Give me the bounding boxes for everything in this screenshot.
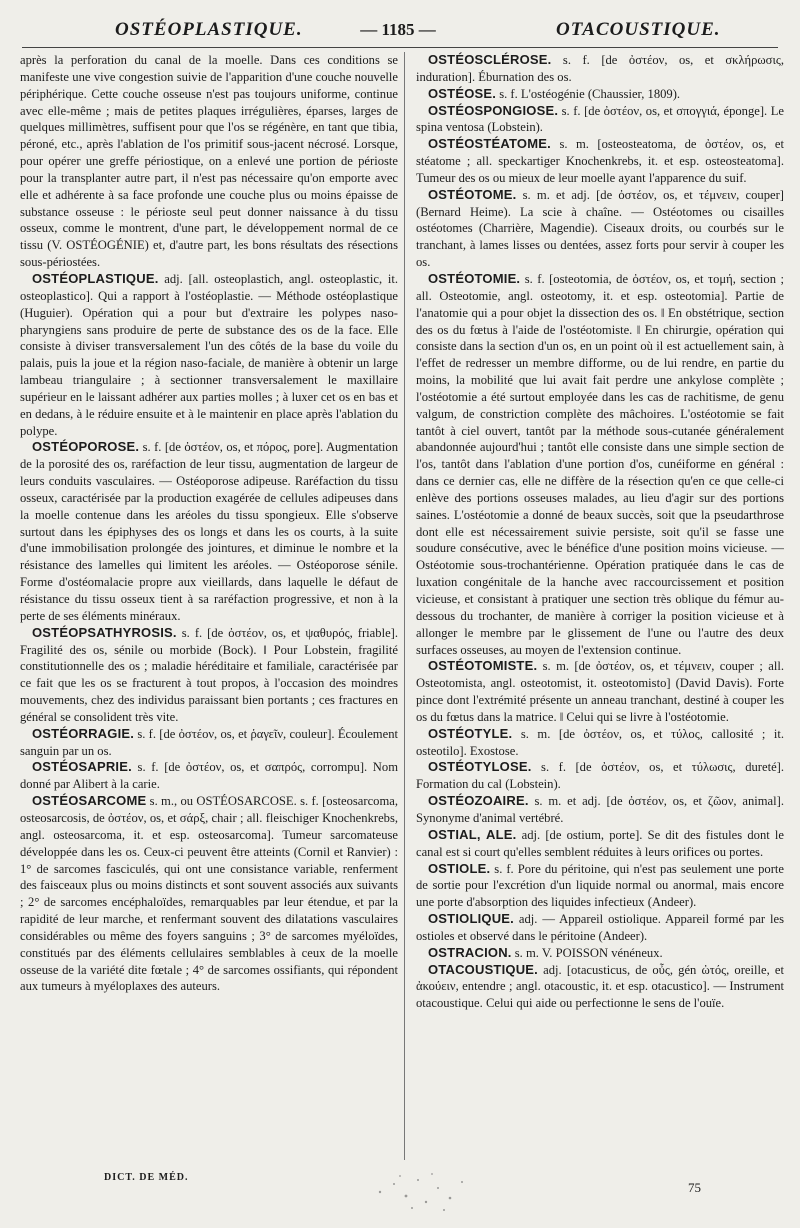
entry-headword: OSTIAL, ALE. [428, 826, 517, 842]
dictionary-entry [416, 103, 784, 137]
dictionary-entry [416, 793, 784, 827]
entry-headword: OSTIOLIQUE. [428, 911, 514, 927]
dictionary-entry [416, 861, 784, 912]
dictionary-entry [416, 726, 784, 760]
dictionary-entry [416, 136, 784, 187]
left-column [20, 52, 398, 1162]
entry-definition: s. f. L'ostéogénie (Chaussier, 1809). [496, 86, 681, 101]
entry-headword: OSTÉOPOROSE. [32, 439, 140, 455]
dictionary-entry [20, 271, 398, 439]
entry-definition: s. f. [osteotomia, de ὀστέον, os, et τομή, section ; all. Osteotomie, angl. osteotomy, it. et esp. osteotomia]. Partie de l'anatomie qui a pour objet la dissection des os. ‖ En obstétrique, section des os du fœtus à l'aide de l'ostéotomiste. ‖ En chirurgie, opération qui consiste dans la section d'un os, en un point où il est actuellement sain, à l'effet de redresser un membre difforme, ou de lui rendre, en partie du moins, la mobilité que lui avait fait perdre une ankylose complète ; l'ostéotomie a été surtout employée dans les cas de rachitisme, de genu valgum, de constriction complète des mâchoires. L'ostéotomie se fait tantôt à ciel ouvert, tantôt par la méthode sous-cutanée généralement abandonnée aujourd'hui ; tantôt elle consiste dans une simple section de l'os, tantôt dans l'ablation d'une portion d'os, cunéiforme en général : dans ce dernier cas, elle ne diffère de la résection qu'en ce que celle-ci enlève des portions osseuses malades, au lieu d'agir sur des portions saines. L'ostéotomie a donné de beaux succès, soit que la pseudarthrose dont elle est nécessairement suivie persiste, soit qu'il se fasse une soudure consécutive, avec le bénéfice d'une position moins vicieuse. — Ostéotomie sous-trochantérienne. Opération pratiquée dans le cas de luxation congénitale de la hanche avec raccourcissement et position vicieuse, et consistant à pratiquer une section très oblique du fémur au-dessous du trochanter, de manière à corriger la position vicieuse et à allonger le membre par le glissement de l'une ou l'autre des deux surfaces osseuses, au moyen de l'extension continue. [416, 271, 784, 657]
entry-definition: s. m. [de ὀστέον, os, et τύλος, callosité ; it. osteotilo]. Exostose. [416, 726, 784, 758]
entry-headword: OSTÉORRAGIE. [32, 725, 135, 741]
entry-definition: s. f. [de ὀστέον, os, et σαπρός, corrompu]. Nom donné par Alibert à la carie. [20, 760, 398, 792]
header-right-keyword: OTACOUSTIQUE. [556, 19, 721, 40]
dictionary-entry [20, 793, 398, 995]
dictionary-entry [416, 759, 784, 793]
entry-headword: OSTIOLE. [428, 860, 491, 876]
dictionary-entry [20, 759, 398, 793]
entry-definition: adj. [all. osteoplastich, angl. osteoplastic, it. osteoplastico]. Qui a rapport à l'ostéoplastie. — Méthode ostéoplastique (Huguier). Opération qui a pour but d'extraire les polypes naso-pharyngiens sans produire de perte de substance des os de la face. Elle consiste à diviser transversalement l'un des côtés de la base du voile du palais, puis la joue et la région naso-faciale, de manière à obtenir un large lambeau triangulaire ; à sectionner transversalement le maxillaire supérieur en le laissant adhérer aux parties molles ; à luxer cet os en bas et en dedans, à le réduire ensuite et à le maintenir en place après l'ablation du polype. [20, 271, 398, 438]
entry-headword: OSTÉOSARCOME [32, 793, 147, 809]
footer-signature: DICT. DE MÉD. [104, 1172, 189, 1183]
dictionary-entry [416, 911, 784, 945]
entry-definition: s. f. [de ὀστέον, os, et ψαθυρός, friable]. Fragilité des os, sénile ou morbide (Bock). ‖ Pour Lobstein, fragilité constitutionnelle des os ; maladie héréditaire et familiale, caractérisée par ce fait que les os se fracturent à tout propos, à l'occasion des moindres mouvements, chez des individus paraissant bien portants ; ces fractures en général se consolident très vite. [20, 625, 398, 724]
entry-headword: OSTÉOPLASTIQUE. [32, 270, 159, 286]
entry-definition: s. m. [osteosteatoma, de ὀστέον, os, et stéatome ; all. speckartiger Knochenkrebs, it. et esp. osteosteatoma]. Tumeur des os ou mieux de leur moelle ayant l'apparence du suif. [416, 137, 784, 185]
entry-headword: OSTÉOPSATHYROSIS. [32, 624, 177, 640]
page-number: — 1185 — [360, 20, 436, 39]
dictionary-entry [416, 52, 784, 86]
dictionary-entry [416, 271, 784, 658]
entry-headword: OSTÉOTYLE. [428, 725, 513, 741]
dictionary-entry [416, 658, 784, 725]
entry-definition: s. f. Pore du péritoine, qui n'est pas seulement une porte de sortie pour l'excrétion d'un liquide normal ou anormal, mais encore une porte d'absorption des liquides infectieux (Andeer). [416, 861, 784, 910]
entry-headword: OTACOUSTIQUE. [428, 961, 538, 977]
dictionary-entry [416, 962, 784, 1013]
entry-headword: OSTÉOTYLOSE. [428, 759, 532, 775]
header-rule [22, 47, 778, 48]
column-divider [404, 52, 405, 1160]
entry-definition: s. m. et adj. [de ὀστέον, os, et ζῶον, animal]. Synonyme d'animal vertébré. [416, 794, 784, 825]
dictionary-entry [416, 86, 784, 103]
dictionary-entry [416, 945, 784, 962]
entry-headword: OSTÉOSE. [428, 85, 497, 101]
dictionary-entry [416, 827, 784, 861]
entry-definition: s. m. V. POISSON vénéneux. [511, 945, 663, 960]
entry-headword: OSTÉOZOAIRE. [428, 793, 529, 809]
entry-headword: OSTÉOSPONGIOSE. [428, 102, 559, 118]
entry-headword: OSTÉOTOMIE. [428, 270, 521, 286]
entry-definition: s. m., ou OSTÉOSARCOSE. s. f. [osteosarcoma, osteosarcosis, de ὀστέον, os, et σάρξ, chair ; all. fleischiger Knochenkrebs, angl. osteosarcoma, it. et esp. osteosarcoma]. Tumeur sarcomateuse développée dans les os. Ceux-ci peuvent être atteints (Cornil et Ranvier) : 1° de sarcomes fasciculés, qui ont une consistance variable, renferment des faisceaux plus ou moins distincts et sont souvent associés aux suivants ; 2° de sarcomes encéphaloïdes, remarquables par leur étendue, et par la rapidité de leur marche, et renfermant souvent des dilatations vasculaires considérables ou même des foyers sanguins ; 3° de sarcomes myéloïdes, constitués par des éléments cellulaires semblables à ceux de la moelle osseuse de la variété dite fœtale ; 4° de sarcomes ossifiants, qui répondent aux tumeurs à myéloplaxes des auteurs. [20, 794, 398, 994]
entry-definition: s. f. [de ὀστέον, os, et πόρος, pore]. Augmentation de la porosité des os, raréfaction de leur tissu, augmentation de largeur de leurs conduits vasculaires. — Ostéoporose adipeuse. Raréfaction du tissu osseux, caractérisée par la production exagérée de cellules adipeuses dans la moelle contenue dans les aréoles du tissu spongieux. Elle s'observe surtout dans les épiphyses des os longs et dans les os courts, à la suite d'une immobilisation prolongée des jointures, et diminue le nombre et la résistance des lamelles qui limitent les aréoles. — Ostéoporose sénile. Forme d'ostéomalacie propre aux vieillards, dans laquelle le défaut de résistance du tissu osseux tient à sa raréfaction progressive, et non à la perte de ses éléments minéraux. [20, 440, 398, 623]
entry-definition: après la perforation du canal de la moelle. Dans ces conditions se manifeste une vive congestion suivie de l'apparition d'une couche nouvelle périphérique. Cette couche osseuse n'est pas toujours uniforme, continue avec elle-même ; mais de petites plaques irrégulières, éparses, larges de quelques millimètres, suffisent pour que l'os se régénère, en tant que tibia, péroné, etc., après l'ablation de l'os primitif sous-jacent nécrosé. Lorsque, pour opérer une greffe périostique, on a enlevé une portion de périoste pour la transplanter autre part, il n'est pas nécessaire qu'on emporte avec elle et adhérente à sa face profonde une couche plus ou moins épaisse de substance osseuse : le périoste seul peut donner naissance à du tissu osseux, comme le montrent, d'une part, le développement normal de ce tissu (V. OSTÉOGÉNIE) et, d'autre part, les bons résultats des résections sous-périostées. [20, 53, 398, 270]
dictionary-entry [20, 726, 398, 760]
entry-headword: OSTÉOSTÉATOME. [428, 136, 551, 152]
dictionary-entry [20, 52, 398, 271]
entry-headword: OSTÉOTOME. [428, 186, 517, 202]
page-header [20, 14, 776, 46]
dictionary-entry [20, 439, 398, 624]
entry-headword: OSTRACION. [428, 944, 512, 960]
entry-definition: adj. [de ostium, porte]. Se dit des fistules dont le canal est si court qu'elles semblent réduites à leurs orifices ou portes. [416, 827, 784, 859]
entry-headword: OSTÉOSCLÉROSE. [428, 52, 552, 67]
footer-signature-number: 75 [688, 1180, 701, 1195]
dictionary-entry [20, 625, 398, 726]
entry-definition: adj. [otacusticus, de οὖς, gén ὠτός, oreille, et ἀκούειν, entendre ; angl. otacoustic, it. et esp. otacustico]. — Instrument otacoustique. Celui qui aide ou perfectionne le sens de l'ouïe. [416, 962, 784, 1011]
right-column [416, 52, 784, 1162]
entry-headword: OSTÉOTOMISTE. [428, 658, 538, 674]
entry-definition: adj. — Appareil ostiolique. Appareil formé par les ostioles et observé dans le péritoine (Andeer). [416, 912, 784, 943]
dictionary-entry [416, 187, 784, 271]
entry-definition: s. f. [de ὀστέον, os, et ῥαγεῖν, couleur]. Écoulement sanguin par un os. [20, 726, 398, 758]
header-left-keyword: OSTÉOPLASTIQUE. [115, 19, 303, 40]
entry-definition: s. f. [de ὀστέον, os, et τύλωσις, dureté]. Formation du cal (Lobstein). [416, 760, 784, 792]
entry-headword: OSTÉOSAPRIE. [32, 759, 132, 775]
ink-smudge [360, 1162, 490, 1222]
entry-definition: s. m. [de ὀστέον, os, et τέμνειν, couper ; all. Osteotomista, angl. osteotomist, it. osteotomisto] (David Davis). Forte pince dont l'extrémité présente un anneau tranchant, destiné à couper les os du fœtus dans la matrice. ‖ Celui qui se livre à l'ostéotomie. [416, 659, 784, 724]
entry-definition: s. f. [de ὀστέον, os, et σπογγιά, éponge]. Le spina ventosa (Lobstein). [416, 103, 784, 135]
entry-definition: s. f. [de ὀστέον, os, et σκλήρωσις, induration]. Éburnation des os. [416, 53, 784, 84]
entry-definition: s. m. et adj. [de ὀστέον, os, et τέμνειν, couper] (Bernard Heime). La scie à chaîne. — Ostéotomes ou cisailles ostéotomes (Charrière, Magendie). Ciseaux droits, ou courbés sur le tranchant, à lames lisses ou dentées, assez forts pour servir à couper les os. [416, 187, 784, 270]
